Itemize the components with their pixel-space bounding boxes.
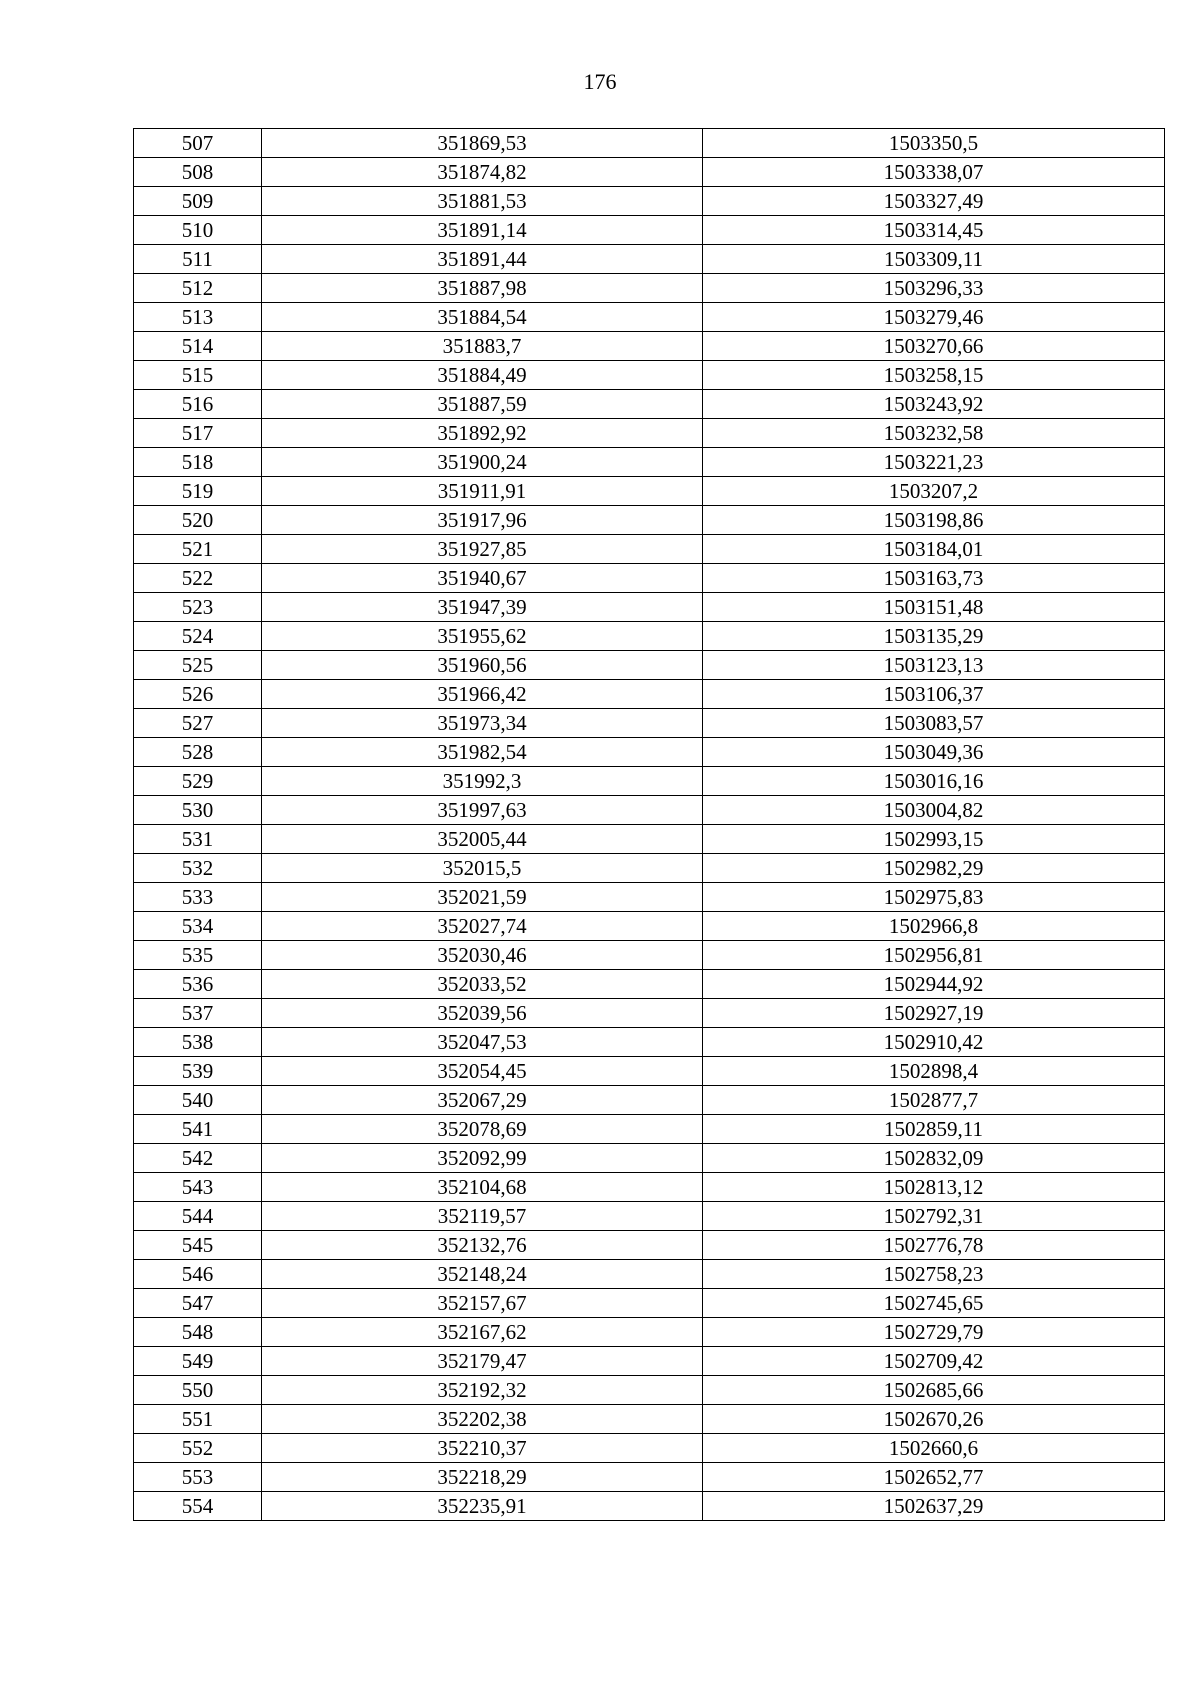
x-coordinate-cell: 351874,82	[262, 158, 703, 187]
table-row	[134, 941, 1165, 970]
x-coordinate-cell: 351966,42	[262, 680, 703, 709]
y-coordinate-cell: 1502709,42	[703, 1347, 1165, 1376]
point-number-cell: 515	[134, 361, 262, 390]
x-coordinate-cell: 352157,67	[262, 1289, 703, 1318]
table-row	[134, 767, 1165, 796]
point-number-cell: 511	[134, 245, 262, 274]
point-number-cell: 536	[134, 970, 262, 999]
point-number-cell: 552	[134, 1434, 262, 1463]
x-coordinate-cell: 352192,32	[262, 1376, 703, 1405]
point-number-cell: 541	[134, 1115, 262, 1144]
point-number-cell: 545	[134, 1231, 262, 1260]
table-row	[134, 796, 1165, 825]
point-number-cell: 512	[134, 274, 262, 303]
page-number: 176	[583, 69, 617, 94]
y-coordinate-cell: 1502652,77	[703, 1463, 1165, 1492]
x-coordinate-cell: 352119,57	[262, 1202, 703, 1231]
x-coordinate-cell: 351997,63	[262, 796, 703, 825]
y-coordinate-cell: 1503004,82	[703, 796, 1165, 825]
x-coordinate-cell: 352030,46	[262, 941, 703, 970]
table-row	[134, 332, 1165, 361]
y-coordinate-cell: 1503016,16	[703, 767, 1165, 796]
y-coordinate-cell: 1502685,66	[703, 1376, 1165, 1405]
x-coordinate-cell: 352235,91	[262, 1492, 703, 1521]
table-row	[134, 970, 1165, 999]
table-row	[134, 1115, 1165, 1144]
y-coordinate-cell: 1502993,15	[703, 825, 1165, 854]
x-coordinate-cell: 352104,68	[262, 1173, 703, 1202]
point-number-cell: 508	[134, 158, 262, 187]
point-number-cell: 524	[134, 622, 262, 651]
x-coordinate-cell: 352033,52	[262, 970, 703, 999]
point-number-cell: 554	[134, 1492, 262, 1521]
table-row	[134, 506, 1165, 535]
table-row	[134, 1405, 1165, 1434]
x-coordinate-cell: 352218,29	[262, 1463, 703, 1492]
table-row	[134, 1434, 1165, 1463]
table-row	[134, 129, 1165, 158]
y-coordinate-cell: 1503184,01	[703, 535, 1165, 564]
y-coordinate-cell: 1502898,4	[703, 1057, 1165, 1086]
table-row	[134, 187, 1165, 216]
table-row	[134, 825, 1165, 854]
point-number-cell: 528	[134, 738, 262, 767]
x-coordinate-cell: 352021,59	[262, 883, 703, 912]
table-row	[134, 622, 1165, 651]
y-coordinate-cell: 1503243,92	[703, 390, 1165, 419]
point-number-cell: 550	[134, 1376, 262, 1405]
table-row	[134, 680, 1165, 709]
table-row	[134, 651, 1165, 680]
x-coordinate-cell: 351982,54	[262, 738, 703, 767]
y-coordinate-cell: 1503163,73	[703, 564, 1165, 593]
point-number-cell: 542	[134, 1144, 262, 1173]
y-coordinate-cell: 1502832,09	[703, 1144, 1165, 1173]
y-coordinate-cell: 1503198,86	[703, 506, 1165, 535]
table-row	[134, 1289, 1165, 1318]
point-number-cell: 549	[134, 1347, 262, 1376]
y-coordinate-cell: 1502982,29	[703, 854, 1165, 883]
x-coordinate-cell: 352078,69	[262, 1115, 703, 1144]
coordinates-table-body	[134, 129, 1165, 1521]
table-row	[134, 1463, 1165, 1492]
y-coordinate-cell: 1502670,26	[703, 1405, 1165, 1434]
table-row	[134, 1347, 1165, 1376]
table-row	[134, 361, 1165, 390]
table-row	[134, 1028, 1165, 1057]
y-coordinate-cell: 1503207,2	[703, 477, 1165, 506]
y-coordinate-cell: 1502637,29	[703, 1492, 1165, 1521]
point-number-cell: 547	[134, 1289, 262, 1318]
x-coordinate-cell: 351884,49	[262, 361, 703, 390]
x-coordinate-cell: 352067,29	[262, 1086, 703, 1115]
point-number-cell: 538	[134, 1028, 262, 1057]
point-number-cell: 535	[134, 941, 262, 970]
point-number-cell: 529	[134, 767, 262, 796]
y-coordinate-cell: 1503309,11	[703, 245, 1165, 274]
x-coordinate-cell: 351955,62	[262, 622, 703, 651]
table-row	[134, 216, 1165, 245]
table-row	[134, 1318, 1165, 1347]
point-number-cell: 537	[134, 999, 262, 1028]
point-number-cell: 540	[134, 1086, 262, 1115]
table-row	[134, 477, 1165, 506]
x-coordinate-cell: 352167,62	[262, 1318, 703, 1347]
table-row	[134, 709, 1165, 738]
x-coordinate-cell: 351869,53	[262, 129, 703, 158]
x-coordinate-cell: 352132,76	[262, 1231, 703, 1260]
x-coordinate-cell: 352054,45	[262, 1057, 703, 1086]
table-row	[134, 1173, 1165, 1202]
y-coordinate-cell: 1503270,66	[703, 332, 1165, 361]
x-coordinate-cell: 352047,53	[262, 1028, 703, 1057]
point-number-cell: 514	[134, 332, 262, 361]
x-coordinate-cell: 351940,67	[262, 564, 703, 593]
y-coordinate-cell: 1502956,81	[703, 941, 1165, 970]
y-coordinate-cell: 1502975,83	[703, 883, 1165, 912]
point-number-cell: 546	[134, 1260, 262, 1289]
x-coordinate-cell: 351887,98	[262, 274, 703, 303]
point-number-cell: 520	[134, 506, 262, 535]
y-coordinate-cell: 1502792,31	[703, 1202, 1165, 1231]
point-number-cell: 509	[134, 187, 262, 216]
point-number-cell: 544	[134, 1202, 262, 1231]
table-row	[134, 1260, 1165, 1289]
point-number-cell: 513	[134, 303, 262, 332]
y-coordinate-cell: 1502966,8	[703, 912, 1165, 941]
point-number-cell: 519	[134, 477, 262, 506]
x-coordinate-cell: 351891,14	[262, 216, 703, 245]
point-number-cell: 518	[134, 448, 262, 477]
point-number-cell: 530	[134, 796, 262, 825]
table-row	[134, 303, 1165, 332]
y-coordinate-cell: 1503350,5	[703, 129, 1165, 158]
y-coordinate-cell: 1502758,23	[703, 1260, 1165, 1289]
x-coordinate-cell: 351917,96	[262, 506, 703, 535]
x-coordinate-cell: 351927,85	[262, 535, 703, 564]
table-row	[134, 535, 1165, 564]
x-coordinate-cell: 352179,47	[262, 1347, 703, 1376]
x-coordinate-cell: 352015,5	[262, 854, 703, 883]
table-row	[134, 1057, 1165, 1086]
table-row	[134, 564, 1165, 593]
table-row	[134, 883, 1165, 912]
x-coordinate-cell: 352039,56	[262, 999, 703, 1028]
table-row	[134, 912, 1165, 941]
point-number-cell: 507	[134, 129, 262, 158]
point-number-cell: 517	[134, 419, 262, 448]
y-coordinate-cell: 1503279,46	[703, 303, 1165, 332]
x-coordinate-cell: 352148,24	[262, 1260, 703, 1289]
x-coordinate-cell: 352005,44	[262, 825, 703, 854]
y-coordinate-cell: 1502729,79	[703, 1318, 1165, 1347]
y-coordinate-cell: 1502776,78	[703, 1231, 1165, 1260]
point-number-cell: 532	[134, 854, 262, 883]
x-coordinate-cell: 352202,38	[262, 1405, 703, 1434]
point-number-cell: 548	[134, 1318, 262, 1347]
x-coordinate-cell: 351960,56	[262, 651, 703, 680]
table-row	[134, 1376, 1165, 1405]
table-row	[134, 1086, 1165, 1115]
x-coordinate-cell: 351911,91	[262, 477, 703, 506]
x-coordinate-cell: 352027,74	[262, 912, 703, 941]
table-row	[134, 999, 1165, 1028]
point-number-cell: 527	[134, 709, 262, 738]
y-coordinate-cell: 1503232,58	[703, 419, 1165, 448]
point-number-cell: 526	[134, 680, 262, 709]
y-coordinate-cell: 1502660,6	[703, 1434, 1165, 1463]
point-number-cell: 531	[134, 825, 262, 854]
x-coordinate-cell: 351947,39	[262, 593, 703, 622]
y-coordinate-cell: 1503338,07	[703, 158, 1165, 187]
point-number-cell: 521	[134, 535, 262, 564]
x-coordinate-cell: 351883,7	[262, 332, 703, 361]
point-number-cell: 551	[134, 1405, 262, 1434]
point-number-cell: 534	[134, 912, 262, 941]
y-coordinate-cell: 1503151,48	[703, 593, 1165, 622]
table-row	[134, 245, 1165, 274]
x-coordinate-cell: 351973,34	[262, 709, 703, 738]
y-coordinate-cell: 1502745,65	[703, 1289, 1165, 1318]
x-coordinate-cell: 351881,53	[262, 187, 703, 216]
x-coordinate-cell: 351892,92	[262, 419, 703, 448]
table-row	[134, 1231, 1165, 1260]
point-number-cell: 516	[134, 390, 262, 419]
table-row	[134, 593, 1165, 622]
table-row	[134, 738, 1165, 767]
y-coordinate-cell: 1503135,29	[703, 622, 1165, 651]
point-number-cell: 539	[134, 1057, 262, 1086]
table-row	[134, 854, 1165, 883]
x-coordinate-cell: 352210,37	[262, 1434, 703, 1463]
y-coordinate-cell: 1502813,12	[703, 1173, 1165, 1202]
table-row	[134, 390, 1165, 419]
table-row	[134, 1144, 1165, 1173]
x-coordinate-cell: 351887,59	[262, 390, 703, 419]
table-row	[134, 274, 1165, 303]
y-coordinate-cell: 1503327,49	[703, 187, 1165, 216]
y-coordinate-cell: 1502927,19	[703, 999, 1165, 1028]
y-coordinate-cell: 1502859,11	[703, 1115, 1165, 1144]
y-coordinate-cell: 1502944,92	[703, 970, 1165, 999]
table-row	[134, 158, 1165, 187]
table-row	[134, 448, 1165, 477]
y-coordinate-cell: 1503258,15	[703, 361, 1165, 390]
x-coordinate-cell: 351891,44	[262, 245, 703, 274]
table-row	[134, 419, 1165, 448]
y-coordinate-cell: 1502910,42	[703, 1028, 1165, 1057]
point-number-cell: 510	[134, 216, 262, 245]
table-row	[134, 1492, 1165, 1521]
y-coordinate-cell: 1503123,13	[703, 651, 1165, 680]
x-coordinate-cell: 352092,99	[262, 1144, 703, 1173]
y-coordinate-cell: 1503083,57	[703, 709, 1165, 738]
y-coordinate-cell: 1503106,37	[703, 680, 1165, 709]
point-number-cell: 523	[134, 593, 262, 622]
point-number-cell: 522	[134, 564, 262, 593]
table-row	[134, 1202, 1165, 1231]
coordinates-table	[133, 128, 1165, 1521]
y-coordinate-cell: 1503314,45	[703, 216, 1165, 245]
y-coordinate-cell: 1503296,33	[703, 274, 1165, 303]
x-coordinate-cell: 351900,24	[262, 448, 703, 477]
point-number-cell: 553	[134, 1463, 262, 1492]
x-coordinate-cell: 351992,3	[262, 767, 703, 796]
y-coordinate-cell: 1502877,7	[703, 1086, 1165, 1115]
y-coordinate-cell: 1503221,23	[703, 448, 1165, 477]
y-coordinate-cell: 1503049,36	[703, 738, 1165, 767]
point-number-cell: 533	[134, 883, 262, 912]
point-number-cell: 525	[134, 651, 262, 680]
point-number-cell: 543	[134, 1173, 262, 1202]
x-coordinate-cell: 351884,54	[262, 303, 703, 332]
